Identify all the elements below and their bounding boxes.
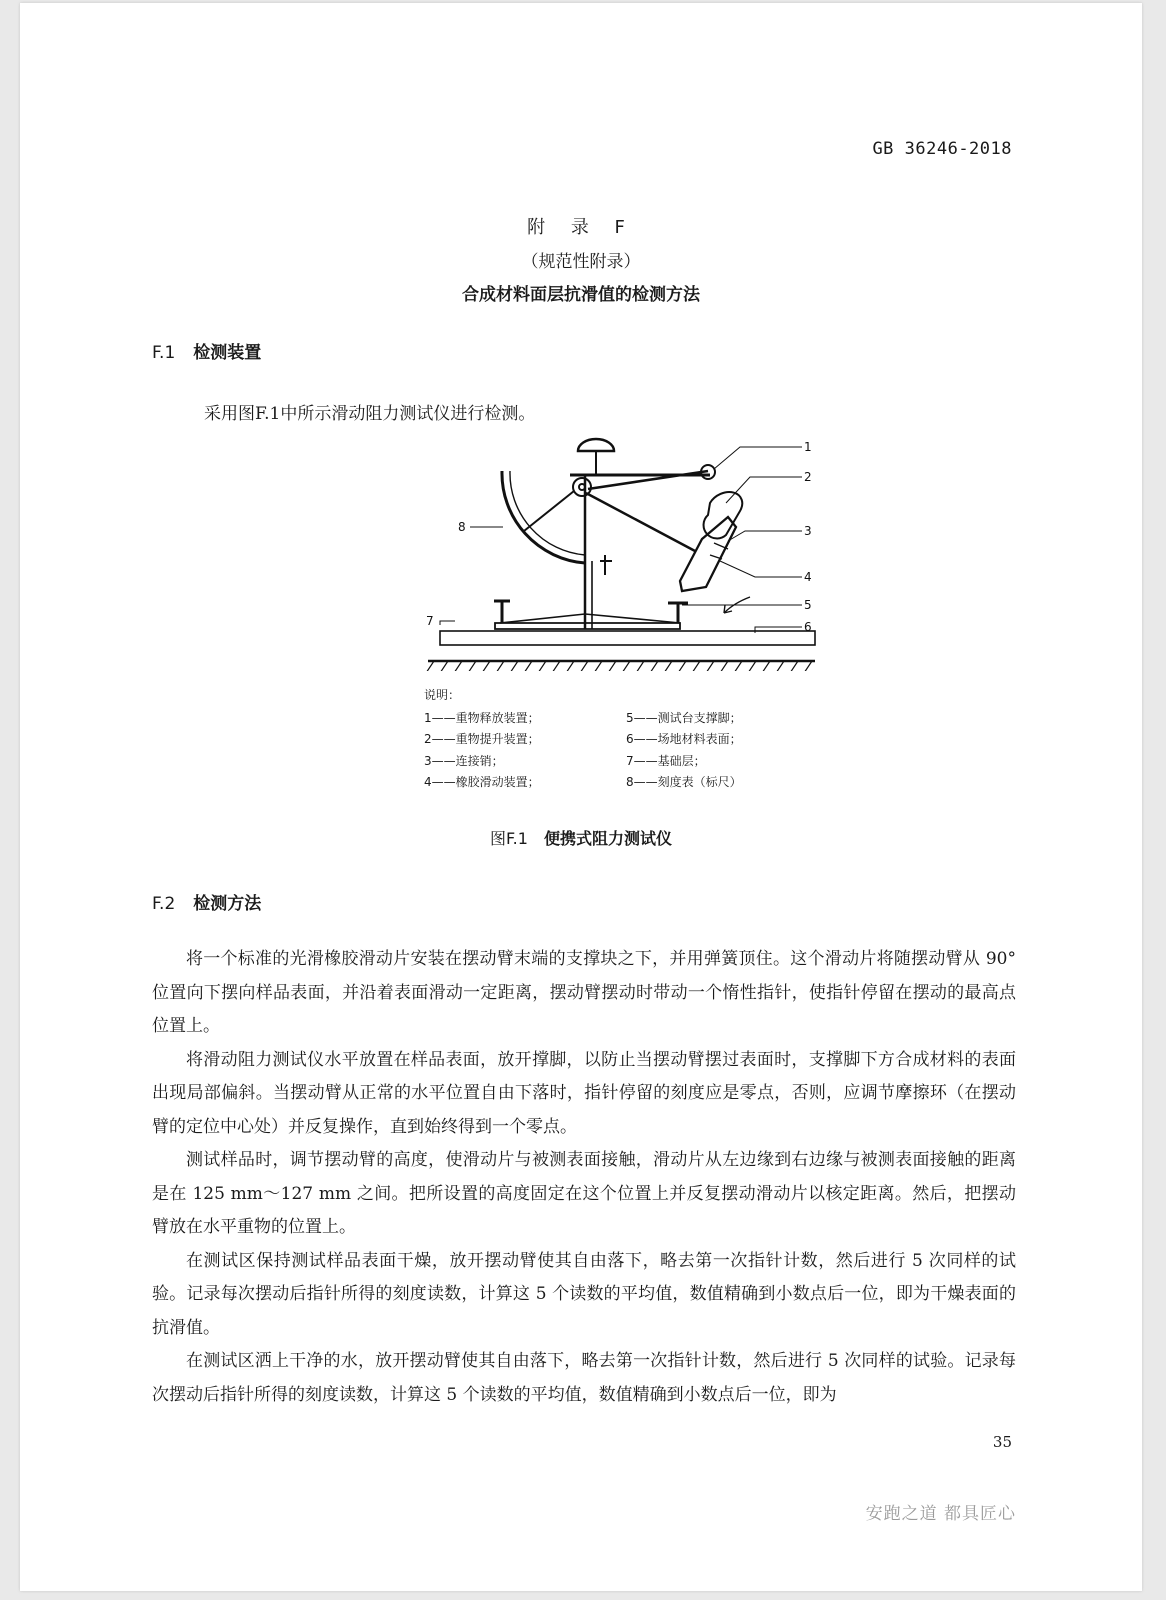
legend-item: 4——橡胶滑动装置； xyxy=(424,775,540,789)
section-heading-f2 xyxy=(152,889,261,914)
figure-number: 图F.1 xyxy=(490,829,528,848)
callout-5: 5 xyxy=(804,598,812,612)
legend-item: 7——基础层； xyxy=(626,753,706,768)
section-title: 检测装置 xyxy=(193,343,262,363)
legend-heading: 说明： xyxy=(424,688,461,702)
section-number: F.1 xyxy=(152,343,176,363)
legend-item: 5——测试台支撑脚； xyxy=(626,710,742,725)
legend-item: 8——刻度表（标尺） xyxy=(626,775,742,789)
callout-3: 3 xyxy=(804,524,812,538)
callout-4: 4 xyxy=(804,570,812,584)
legend-left-column xyxy=(424,708,626,794)
paragraph: 将滑动阻力测试仪水平放置在样品表面，放开撑脚，以防止当摆动臂摆过表面时，支撑脚下方合成材料的表面出现局部偏斜。当摆动臂从正常的水平位置自由下落时，指针停留的刻度应是零点，否则，应调节摩擦环（在摆动臂的定位中心处）并反复操作，直到始终得到一个零点。 xyxy=(152,1049,1016,1137)
figure-caption xyxy=(20,826,1142,849)
callout-6: 6 xyxy=(804,620,812,634)
figure-legend xyxy=(424,685,828,794)
appendix-label: 附 录 F xyxy=(527,217,635,238)
page-number: 35 xyxy=(992,1433,1012,1451)
paragraph: 将一个标准的光滑橡胶滑动片安装在摆动臂末端的支撑块之下，并用弹簧顶住。这个滑动片将随摆动臂从 90° 位置向下摆向样品表面，并沿着表面滑动一定距离，摆动臂摆动时带动一个惰性指针，使指针停留在摆动的最高点位置上。 xyxy=(152,949,1016,1036)
callout-8: 8 xyxy=(458,520,466,534)
section-heading-f1 xyxy=(152,338,261,363)
paragraph: 在测试区保持测试样品表面干燥，放开摆动臂使其自由落下，略去第一次指针计数，然后进行 5 次同样的试验。记录每次摆动后指针所得的刻度读数，计算这 5 个读数的平均值，数值精确到小数点后一位，即为干燥表面的抗滑值。 xyxy=(152,1250,1016,1338)
standard-number: GB 36246-2018 xyxy=(872,139,1012,159)
appendix-title: 合成材料面层抗滑值的检测方法 xyxy=(462,285,700,305)
figure-title: 便携式阻力测试仪 xyxy=(543,829,672,848)
legend-item: 1——重物释放装置； xyxy=(424,710,540,725)
document-page xyxy=(20,3,1142,1591)
watermark-text: 安跑之道 都具匠心 xyxy=(865,1504,1016,1524)
legend-item: 2——重物提升装置； xyxy=(424,732,540,746)
legend-right-column xyxy=(626,708,828,794)
method-body xyxy=(152,943,1016,1412)
legend-item: 6——场地材料表面； xyxy=(626,732,742,746)
paragraph: 测试样品时，调节摆动臂的高度，使滑动片与被测表面接触，滑动片从左边缘到右边缘与被测表面接触的距离是在 125 mm～127 mm 之间。把所设置的高度固定在这个位置上并反复摆动滑动片以核定距离。然后，把摆动臂放在水平重物的位置上。 xyxy=(152,1150,1016,1237)
section-number: F.2 xyxy=(152,894,176,914)
intro-text: 采用图F.1中所示滑动阻力测试仪进行检测。 xyxy=(204,404,536,424)
paragraph: 在测试区洒上干净的水，放开摆动臂使其自由落下，略去第一次指针计数，然后进行 5 次同样的试验。记录每次摆动后指针所得的刻度读数，计算这 5 个读数的平均值，数值精确到小数点后一位，即为 xyxy=(152,1351,1016,1405)
appendix-titles xyxy=(20,213,1142,305)
legend-item: 3——连接销； xyxy=(424,753,504,768)
callout-1: 1 xyxy=(804,440,812,454)
tester-diagram xyxy=(410,431,840,671)
callout-2: 2 xyxy=(804,470,812,484)
section-title: 检测方法 xyxy=(193,894,262,914)
callout-7: 7 xyxy=(426,614,434,628)
appendix-type: （规范性附录） xyxy=(521,252,641,272)
